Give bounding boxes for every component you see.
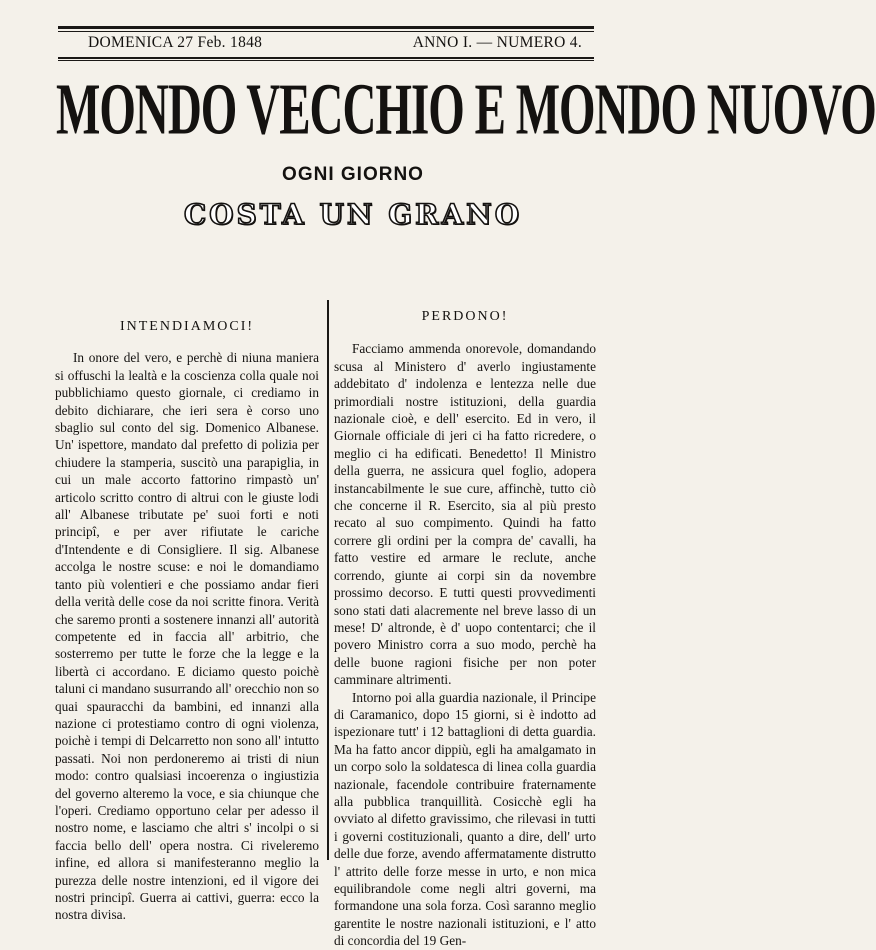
tagline-every-day: OGNI GIORNO [282,164,424,185]
top-rule-thin [58,31,594,32]
article-left-paragraph: In onore del vero, e perchè di niuna maniera si offuschi la lealtà e la coscienza colla quale noi pubblichiamo questo giornale, ci crediamo in debito dichiarare, che ieri sera è corso uno sbaglio sul conto del sig. Domenico Albanese. Un' ispettore, mandato dal prefetto di polizia per chiudere la stamperia, suscitò una parapiglia, in cui un male accorto fattorino rimpastò un' articolo scritto contro di altrui con le giuste lodi all' Albanese tributate pe' suoi forti e noti principî, e per aver rifiutate le cariche d'Intendente e di Consigliere. Il sig. Albanese accolga le nostre scuse: e noi le domandiamo tanto più volentieri e che possiamo andar fieri della verità delle cose da noi scritte finora. Verità che saremo pronti a sostenere innanzi all' autorità competente ed in faccia all' arbitrio, che sosterremo per tutte le forze che la legge e la libertà ci accordano. E diciamo questo poichè taluni ci mandano susurrando all' orecchio non so quai spauracchi da bambini, ed innanzi alla nazione ci protestiamo contro di ogni violenza, poichè i tempi di Delcarretto non sono all' intutto passati. Noi non perdoneremo ai tristi di niun modo: contro qualsiasi incoerenza o ingiustizia del governo alteremo la voce, e sia chiunque che l'operi. Crediamo opportuno celar per adesso il nostro nome, e lasciamo che altri s' incolpi o si faccia bello dell' opera nostra. Ci riveleremo infine, ed allora si manifesteranno meglio la purezza delle nostre intenzioni, ed il vigore dei nostri principî. Guerra ai cattivi, guerra: ecco la nostra divisa. [55,350,319,923]
article-right-heading: PERDONO! [421,309,509,324]
article-right-paragraph-2: Intorno poi alla guardia nazionale, il Principe di Caramanico, dopo 15 giorni, si è indotto ad ispezionare tutt' i 12 battaglioni di detta guardia. Ma ha fatto ancor dippiù, egli ha amalgamato in un corpo solo la soldatesca di linea colla guardia nazionale, facendole contribuire fraternamente alla pubblica tranquillità. Cosicchè egli ha ovviato al difetto gravissimo, che rilevasi in tutti i governi costituzionali, quanto a dire, dell' urto delle due forze, avendo affermatamente distrutto l' attrito delle forze messe in urto, e non mica equilibrandole come negli altri governi, ma formandone una sola forza. Così saranno meglio garentite le nostre nazionali istituzioni, e l' atto di concordia del 19 Gen- [334,689,596,949]
issue-number: ANNO I. — NUMERO 4. [412,34,582,51]
issue-date: DOMENICA 27 Feb. 1848 [88,34,263,51]
top-rule [58,26,594,29]
column-divider [327,300,329,860]
newspaper-title: MONDO VECCHIO E MONDO NUOVO [56,69,876,151]
article-left [55,318,319,924]
article-right-paragraph-1: Facciamo ammenda onorevole, domandando scusa al Ministero d' averlo ingiustamente addebitato d' indolenza e lentezza nelle due primordiali nostre istituzioni, della guardia nazionale cioè, e dell' esercito. Ed in vero, il Giornale officiale di jeri ci ha fatto ricredere, o meglio ci ha edificati. Benedetto! Il Ministro della guerra, ne assicura quel foglio, adopera instancabilmente le sue cure, affinchè, tutto ciò che concerne il R. Esercito, sia al più presto recato al suo compimento. Quindi ha fatto correre gli ordini per la compra de' cavalli, ha fatto vestire ed armare le reclute, anche correndo, giunte ai corpi sin da novembre prossimo decorso. E tutti questi provvedimenti sono stati dati alacremente nel breve lasso di un mese! D' altronde, è d' uopo contentarci; che il povero Ministro corra a suo modo, perchè ha delle buone ragioni fisiche per non poter camminare altrimenti. [334,341,596,688]
article-right [334,308,596,950]
article-left-heading: INTENDIAMOCI! [119,319,255,334]
tagline-price: COSTA UN GRANO [183,198,523,231]
